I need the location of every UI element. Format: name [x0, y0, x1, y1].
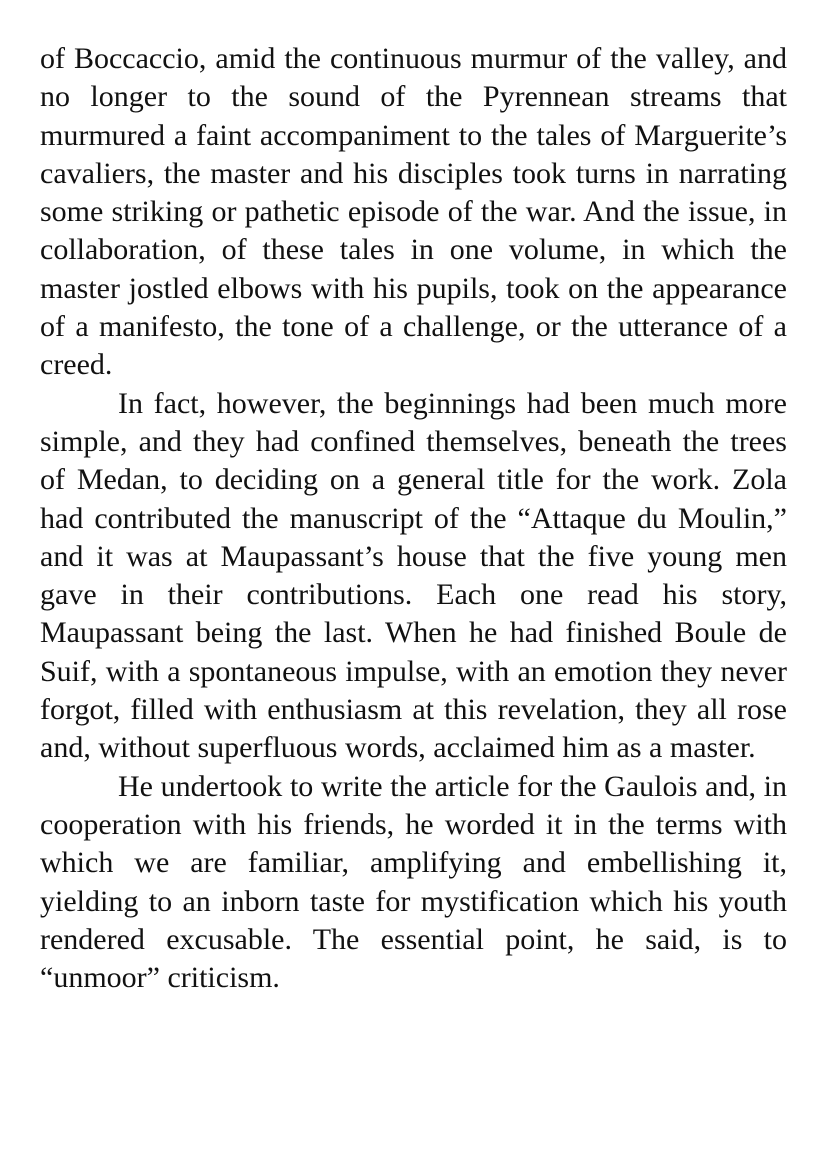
- page-body: [40, 40, 787, 997]
- paragraph-3: He undertook to write the article for the Gaulois and, in cooperation with his friends, he worded it in the terms with which we are familiar, amplifying and embellishing it, yielding to an inborn taste for mystification which his youth rendered excusable. The essential point, he said, is to “unmoor” criticism.: [40, 769, 787, 995]
- paragraph-1: of Boccaccio, amid the continuous murmur of the valley, and no longer to the sound of the Pyrennean streams that murmured a faint accompaniment to the tales of Marguerite’s cavaliers, the master and his disciples took turns in narrating some striking or pathetic episode of the war. And the issue, in collaboration, of these tales in one volume, in which the master jostled elbows with his pupils, took on the appearance of a manifesto, the tone of a challenge, or the utterance of a creed.: [40, 42, 787, 382]
- paragraph-2: In fact, however, the beginnings had been much more simple, and they had confined themselves, beneath the trees of Medan, to deciding on a general title for the work. Zola had contributed the manuscript of the “Attaque du Moulin,” and it was at Maupassant’s house that the five young men gave in their contributions. Each one read his story, Maupassant being the last. When he had finished Boule de Suif, with a spontaneous impulse, with an emotion they never forgot, filled with enthusiasm at this revelation, they all rose and, without superfluous words, acclaimed him as a master.: [40, 386, 787, 765]
